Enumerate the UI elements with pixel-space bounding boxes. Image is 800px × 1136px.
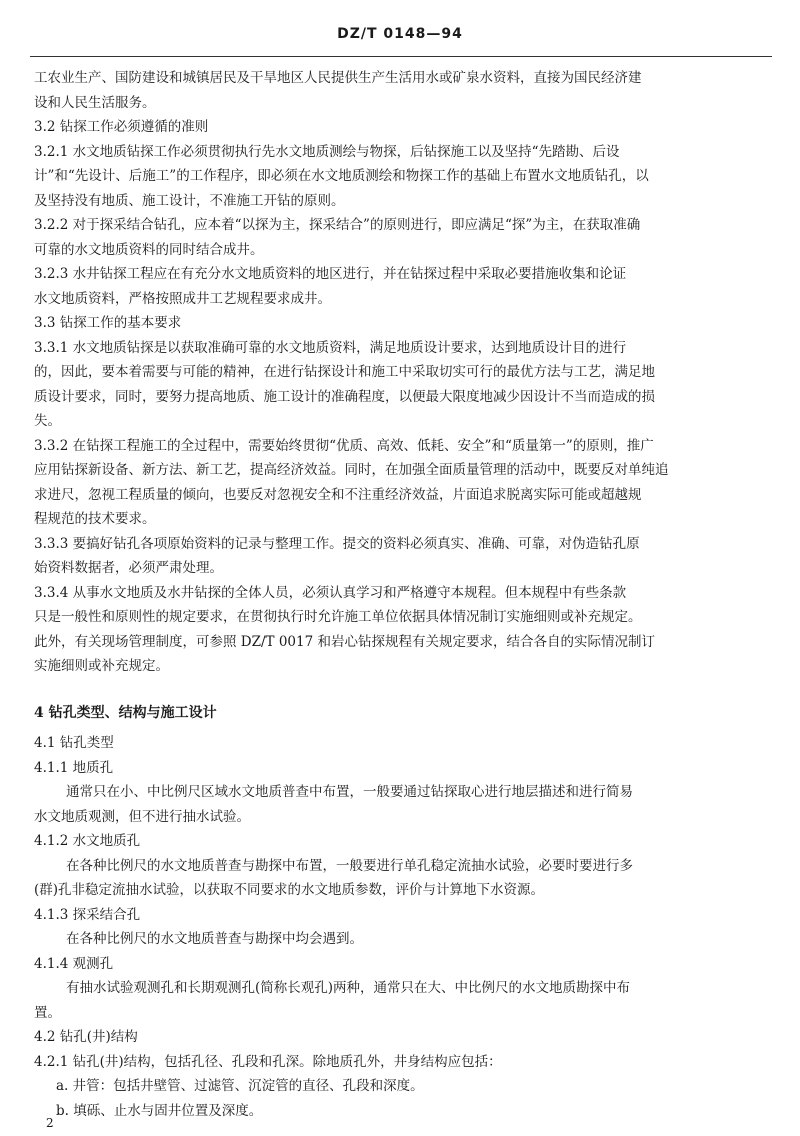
text-line: 水文地质资料，严格按照成井工艺规程要求成井。 (34, 290, 331, 307)
text-line: (群)孔非稳定流抽水试验，以获取不同要求的水文地质参数，评价与计算地下水资源。 (34, 882, 545, 898)
clause-heading: 3.2 钻探工作必须遵循的准则 (34, 119, 209, 135)
page-number: 2 (46, 1116, 54, 1130)
clause-heading: 4.1.4 观测孔 (34, 955, 114, 972)
text-line: 实施细则或补充规定。 (34, 658, 169, 674)
text-line: a. 井管：包括井壁管、过滤管、沉淀管的直径、孔段和深度。 (56, 1078, 424, 1094)
text-line: 始资料数据者，必须严肃处理。 (34, 560, 223, 576)
document-body (34, 66, 774, 1123)
text-line: 求进尺，忽视工程质量的倾向，也要反对忽视安全和不注重经济效益，片面追求脱离实际可能或超越规 (34, 486, 642, 503)
header-rule (30, 56, 772, 57)
text-line: 4.2.1 钻孔(井)结构，包括孔径、孔段和孔深。除地质孔外，井身结构应包括： (34, 1053, 502, 1070)
text-line: 置。 (34, 1004, 61, 1021)
text-line: 3.3.3 要搞好钻孔各项原始资料的记录与整理工作。提交的资料必须真实、准确、可靠，对伪造钻孔原 (34, 535, 640, 552)
text-line: 程规范的技术要求。 (34, 511, 156, 527)
text-line: 此外，有关现场管理制度，可参照 DZ/T 0017 和岩心钻探规程有关规定要求，结合各自的实际情况制订 (34, 633, 655, 650)
standard-code-header: DZ/T 0148—94 (337, 26, 463, 42)
text-line: 在各种比例尺的水文地质普查与勘探中布置，一般要进行单孔稳定流抽水试验，必要时要进行多 (66, 857, 633, 874)
text-line: 计”和“先设计、后施工”的工作程序，即必须在水文地质测绘和物探工作的基础上布置水文地质钻孔，以 (34, 168, 649, 184)
text-line: b. 填砾、止水与固井位置及深度。 (56, 1102, 263, 1119)
text-line: 工农业生产、国防建设和城镇居民及干旱地区人民提供生产生活用水或矿泉水资料，直接为国民经济建 (34, 70, 642, 86)
text-line: 质设计要求，同时，要努力提高地质、施工设计的准确程度，以便最大限度地减少因设计不当而造成的损 (34, 388, 655, 405)
text-line: 及坚持没有地质、施工设计，不准施工开钻的原则。 (34, 192, 345, 209)
text-line: 3.3.2 在钻探工程施工的全过程中，需要始终贯彻“优质、高效、低耗、安全”和“质量第一”的原则，推广 (34, 437, 654, 454)
text-line: 设和人民生活服务。 (34, 94, 156, 111)
text-line: 3.2.2 对于探采结合钻孔，应本着“以探为主，探采结合”的原则进行，即应满足“探”为主，在获取准确 (34, 217, 641, 233)
clause-heading: 4 钻孔类型、结构与施工设计 (34, 704, 217, 721)
section-gap (34, 679, 774, 695)
text-line: 的，因此，要本着需要与可能的精神，在进行钻探设计和施工中采取切实可行的最优方法与工艺，满足地 (34, 364, 655, 380)
text-line: 水文地质观测，但不进行抽水试验。 (34, 808, 250, 825)
clause-heading: 4.1 钻孔类型 (34, 735, 114, 751)
clause-heading: 4.1.3 探采结合孔 (34, 906, 141, 923)
clause-heading: 3.3 钻探工作的基本要求 (34, 315, 182, 331)
text-line: 3.3.1 水文地质钻探是以获取准确可靠的水文地质资料，满足地质设计要求，达到地质设计目的进行 (34, 339, 627, 356)
text-line: 应用钻探新设备、新方法、新工艺，提高经济效益。同时，在加强全面质量管理的活动中，既要反对单纯追 (34, 462, 669, 478)
clause-heading: 4.1.1 地质孔 (34, 759, 114, 776)
text-line: 只是一般性和原则性的规定要求，在贯彻执行时允许施工单位依据具体情况制订实施细则或补充规定。 (34, 609, 642, 625)
text-line: 可靠的水文地质资料的同时结合成井。 (34, 241, 264, 258)
clause-heading: 4.2 钻孔(井)结构 (34, 1029, 138, 1045)
text-line: 有抽水试验观测孔和长期观测孔(简称长观孔)两种，通常只在大、中比例尺的水文地质勘探中布 (66, 980, 631, 996)
text-line: 3.2.3 水井钻探工程应在有充分水文地质资料的地区进行，并在钻探过程中采取必要措施收集和论证 (34, 266, 627, 282)
text-line: 失。 (34, 413, 61, 429)
text-line: 在各种比例尺的水文地质普查与勘探中均会遇到。 (66, 931, 363, 947)
text-line: 通常只在小、中比例尺区域水文地质普查中布置，一般要通过钻探取心进行地层描述和进行简易 (66, 784, 633, 800)
text-line: 3.3.4 从事水文地质及水井钻探的全体人员，必须认真学习和严格遵守本规程。但本规程中有些条款 (34, 584, 627, 601)
text-line: 3.2.1 水文地质钻探工作必须贯彻执行先水文地质测绘与物探，后钻探施工以及坚持“先踏勘、后设 (34, 143, 620, 160)
clause-heading: 4.1.2 水文地质孔 (34, 833, 141, 849)
